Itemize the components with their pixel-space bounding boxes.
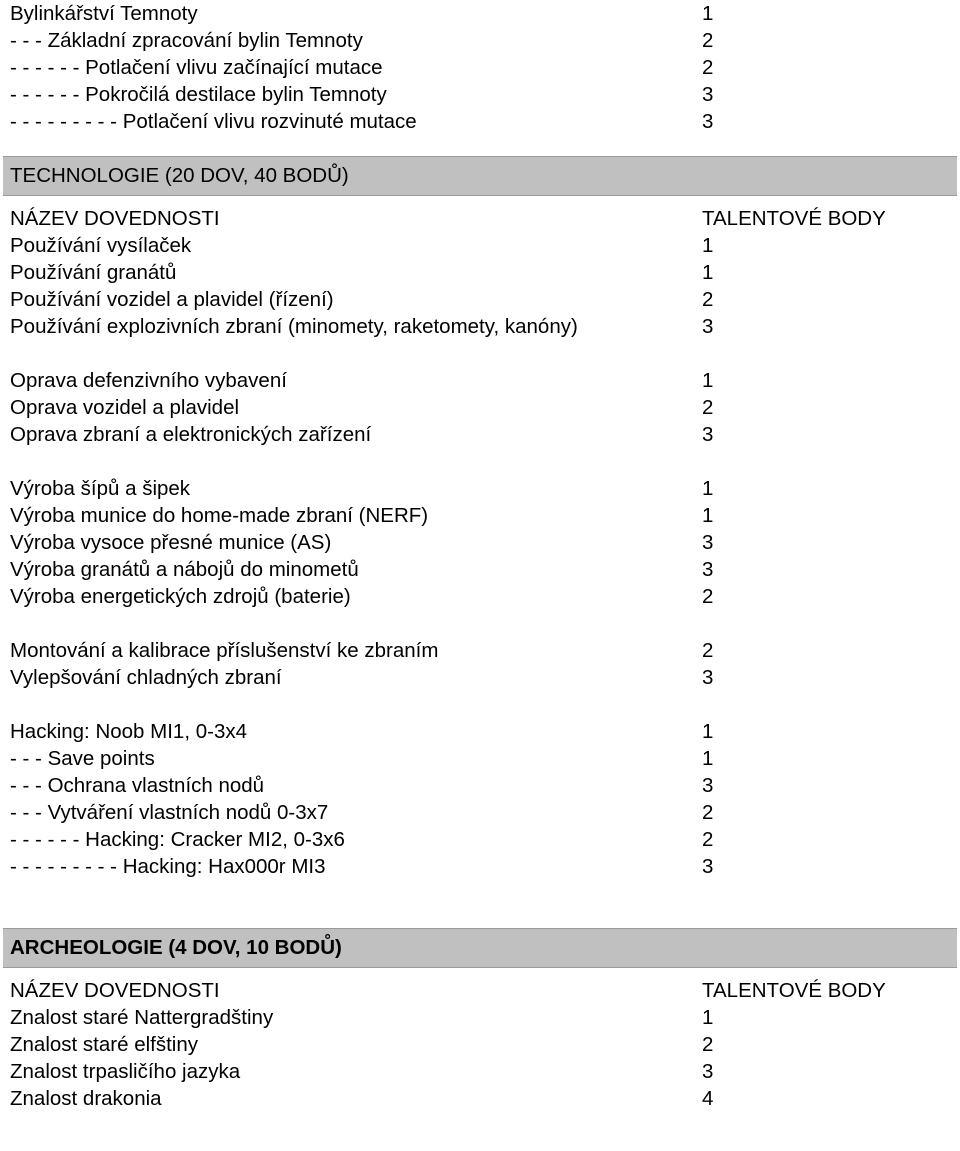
skill-row	[0, 421, 960, 448]
column-header-points: TALENTOVÉ BODY	[702, 207, 886, 230]
skill-name: Montování a kalibrace příslušenství ke zbraním	[10, 639, 439, 662]
skill-name: Výroba munice do home-made zbraní (NERF)	[10, 504, 429, 527]
skill-name: - - - - - - Pokročilá destilace bylin Temnoty	[10, 83, 387, 106]
skill-name: - - - Save points	[10, 747, 155, 770]
column-header	[0, 977, 960, 1004]
skill-name: Používání granátů	[10, 261, 177, 284]
skill-name: Výroba granátů a nábojů do minometů	[10, 558, 359, 581]
skill-points: 3	[702, 531, 714, 554]
skill-row	[0, 1031, 960, 1058]
skill-row	[0, 664, 960, 691]
column-header-points: TALENTOVÉ BODY	[702, 979, 886, 1002]
skill-points: 1	[702, 477, 714, 500]
skill-row	[0, 718, 960, 745]
skill-points: 3	[702, 423, 714, 446]
skill-row	[0, 1085, 960, 1112]
skill-name: Používání vozidel a plavidel (řízení)	[10, 288, 334, 311]
spacer	[0, 340, 960, 367]
skill-row	[0, 394, 960, 421]
spacer	[0, 691, 960, 718]
section-title: ARCHEOLOGIE (4 DOV, 10 BODŮ)	[10, 936, 342, 959]
skill-row	[0, 54, 960, 81]
skill-points: 1	[702, 369, 714, 392]
skill-row	[0, 502, 960, 529]
skill-points: 3	[702, 110, 714, 133]
skill-name: - - - - - - Hacking: Cracker MI2, 0-3x6	[10, 828, 345, 851]
skill-row	[0, 799, 960, 826]
skill-row	[0, 1004, 960, 1031]
skill-points: 1	[702, 2, 714, 25]
spacer	[0, 135, 960, 156]
skill-name: Výroba energetických zdrojů (baterie)	[10, 585, 351, 608]
skill-name: - - - Ochrana vlastních nodů	[10, 774, 265, 797]
spacer	[0, 448, 960, 475]
skill-row	[0, 108, 960, 135]
skill-name: - - - Základní zpracování bylin Temnoty	[10, 29, 363, 52]
skill-row	[0, 853, 960, 880]
skill-row	[0, 259, 960, 286]
skill-name: Používání explozivních zbraní (minomety, raketomety, kanóny)	[10, 315, 578, 338]
section-top	[0, 0, 960, 135]
skill-points: 1	[702, 720, 714, 743]
skill-points: 2	[702, 1033, 714, 1056]
skill-points: 4	[702, 1087, 714, 1110]
skill-points: 2	[702, 29, 714, 52]
skill-points: 1	[702, 504, 714, 527]
column-header	[0, 205, 960, 232]
skill-points: 3	[702, 83, 714, 106]
skill-points: 2	[702, 801, 714, 824]
skill-group	[0, 637, 960, 691]
skill-name: Oprava zbraní a elektronických zařízení	[10, 423, 372, 446]
skill-name: Bylinkářství Temnoty	[10, 2, 198, 25]
skill-row	[0, 232, 960, 259]
skill-points: 2	[702, 56, 714, 79]
skill-group	[0, 232, 960, 340]
skill-row	[0, 81, 960, 108]
skill-row	[0, 745, 960, 772]
skill-row	[0, 529, 960, 556]
spacer	[0, 968, 960, 977]
skill-group	[0, 1004, 960, 1112]
skill-name: Vylepšování chladných zbraní	[10, 666, 282, 689]
skill-points: 2	[702, 639, 714, 662]
spacer	[0, 196, 960, 205]
skill-row	[0, 27, 960, 54]
skill-row	[0, 313, 960, 340]
skill-points: 2	[702, 396, 714, 419]
skill-points: 1	[702, 1006, 714, 1029]
spacer	[0, 880, 960, 928]
skill-name: Znalost staré elfštiny	[10, 1033, 198, 1056]
skill-row	[0, 826, 960, 853]
skill-name: - - - - - - - - - Hacking: Hax000r MI3	[10, 855, 326, 878]
spacer	[0, 610, 960, 637]
skill-row	[0, 0, 960, 27]
column-header-name: NÁZEV DOVEDNOSTI	[10, 207, 220, 230]
skill-name: - - - - - - - - - Potlačení vlivu rozvinuté mutace	[10, 110, 417, 133]
skill-row	[0, 475, 960, 502]
skill-row	[0, 556, 960, 583]
skill-name: - - - Vytváření vlastních nodů 0-3x7	[10, 801, 329, 824]
skill-row	[0, 772, 960, 799]
skill-name: Používání vysílaček	[10, 234, 192, 257]
skill-points: 2	[702, 288, 714, 311]
skill-points: 1	[702, 234, 714, 257]
skill-points: 2	[702, 585, 714, 608]
section-header-technologie	[3, 156, 957, 196]
skill-name: Výroba šípů a šipek	[10, 477, 191, 500]
skill-points: 3	[702, 666, 714, 689]
skill-points: 1	[702, 747, 714, 770]
skill-row	[0, 367, 960, 394]
skill-row	[0, 583, 960, 610]
skill-name: Hacking: Noob MI1, 0-3x4	[10, 720, 248, 743]
skill-group	[0, 718, 960, 880]
skill-points: 3	[702, 855, 714, 878]
section-header-archeologie	[3, 928, 957, 968]
column-header-name: NÁZEV DOVEDNOSTI	[10, 979, 220, 1002]
skill-row	[0, 1058, 960, 1085]
skill-row	[0, 637, 960, 664]
skill-points: 2	[702, 828, 714, 851]
skill-points: 1	[702, 261, 714, 284]
skill-group	[0, 367, 960, 448]
section-title: TECHNOLOGIE (20 DOV, 40 BODŮ)	[10, 164, 349, 187]
skill-points: 3	[702, 1060, 714, 1083]
skill-group	[0, 475, 960, 610]
skill-points: 3	[702, 774, 714, 797]
skill-name: Oprava vozidel a plavidel	[10, 396, 240, 419]
skill-name: Oprava defenzivního vybavení	[10, 369, 287, 392]
skill-name: Znalost staré Nattergradštiny	[10, 1006, 274, 1029]
skill-row	[0, 286, 960, 313]
skill-name: Výroba vysoce přesné munice (AS)	[10, 531, 332, 554]
skill-points: 3	[702, 315, 714, 338]
skill-name: Znalost trpasličího jazyka	[10, 1060, 241, 1083]
skill-points: 3	[702, 558, 714, 581]
skill-name: - - - - - - Potlačení vlivu začínající mutace	[10, 56, 383, 79]
skill-name: Znalost drakonia	[10, 1087, 162, 1110]
